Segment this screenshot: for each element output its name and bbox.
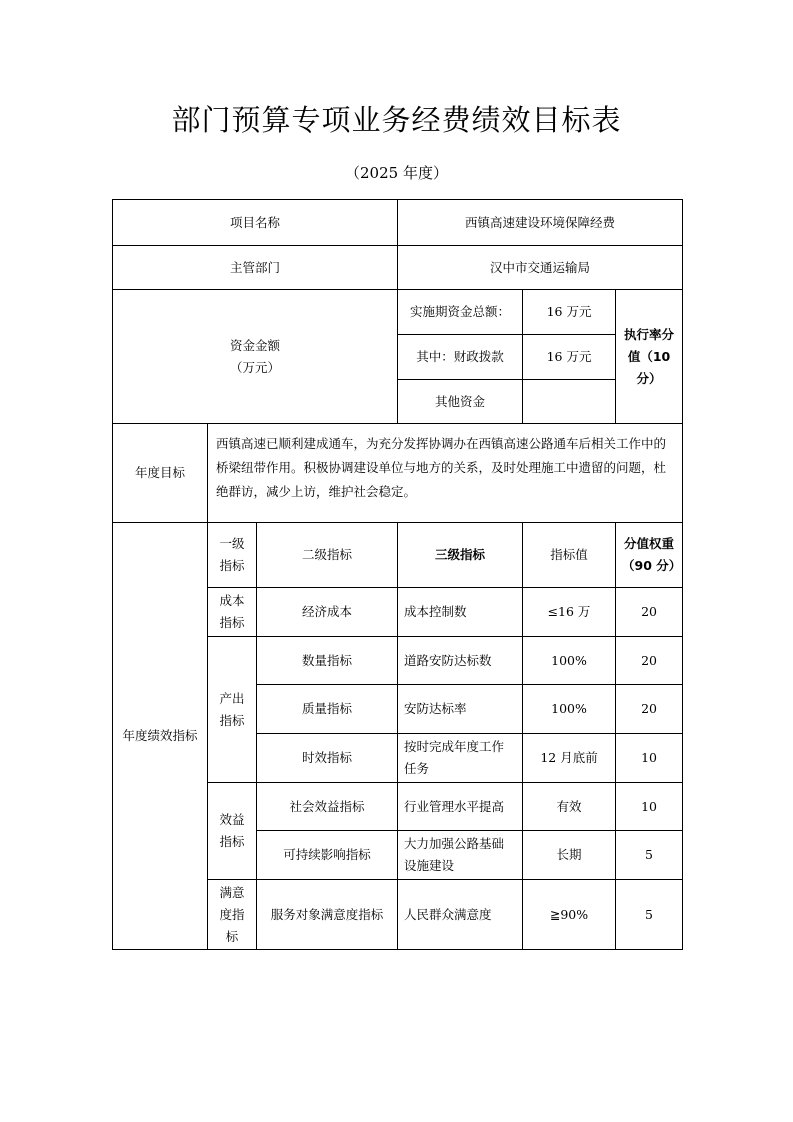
level3-cell: 成本控制数 <box>398 588 523 637</box>
funds-other-value <box>523 380 616 424</box>
goal-row <box>113 424 683 523</box>
level3-cell: 按时完成年度工作任务 <box>398 734 523 783</box>
indicator-header-row <box>113 523 683 588</box>
level2-cell: 数量指标 <box>257 637 398 685</box>
value-cell: ≧90% <box>523 880 616 950</box>
funds-total-value: 16 万元 <box>523 290 616 335</box>
value-cell: 100% <box>523 685 616 734</box>
weight-cell: 20 <box>616 637 683 685</box>
header-level1: 一级指标 <box>208 523 257 588</box>
value-cell: 有效 <box>523 783 616 831</box>
level2-cell: 质量指标 <box>257 685 398 734</box>
funds-fiscal-label: 其中：财政拨款 <box>398 335 523 380</box>
level1-benefit: 效益指标 <box>208 783 257 880</box>
value-cell: ≤16 万 <box>523 588 616 637</box>
funds-label-cell <box>113 290 398 424</box>
indicators-label: 年度绩效指标 <box>113 523 208 950</box>
level1-cost: 成本指标 <box>208 588 257 637</box>
header-level2: 二级指标 <box>257 523 398 588</box>
funds-total-label: 实施期资金总额： <box>398 290 523 335</box>
weight-cell: 20 <box>616 685 683 734</box>
header-weight: 分值权重（90 分） <box>616 523 683 588</box>
funds-unit: （万元） <box>230 359 281 375</box>
level3-cell: 道路安防达标数 <box>398 637 523 685</box>
funds-score-label: 执行率分值（10分） <box>616 290 683 424</box>
funds-fiscal-value: 16 万元 <box>523 335 616 380</box>
weight-cell: 10 <box>616 783 683 831</box>
weight-cell: 10 <box>616 734 683 783</box>
level3-cell: 行业管理水平提高 <box>398 783 523 831</box>
page-title: 部门预算专项业务经费绩效目标表 <box>171 103 622 137</box>
funds-other-label: 其他资金 <box>398 380 523 424</box>
level2-cell: 经济成本 <box>257 588 398 637</box>
project-name-value: 西镇高速建设环境保障经费 <box>398 200 683 246</box>
level2-cell: 时效指标 <box>257 734 398 783</box>
project-row <box>113 200 683 246</box>
goal-label: 年度目标 <box>113 424 208 523</box>
value-cell: 100% <box>523 637 616 685</box>
dept-row <box>113 246 683 290</box>
header-level3: 三级指标 <box>398 523 523 588</box>
funds-label: 资金金额 <box>230 337 281 353</box>
level3-cell: 安防达标率 <box>398 685 523 734</box>
value-cell: 长期 <box>523 831 616 880</box>
weight-cell: 20 <box>616 588 683 637</box>
level2-cell: 社会效益指标 <box>257 783 398 831</box>
dept-label: 主管部门 <box>113 246 398 290</box>
weight-cell: 5 <box>616 831 683 880</box>
level1-output: 产出指标 <box>208 637 257 783</box>
funds-total-row <box>113 290 683 335</box>
weight-cell: 5 <box>616 880 683 950</box>
fiscal-year: （2025 年度） <box>345 164 448 182</box>
project-name-label: 项目名称 <box>113 200 398 246</box>
level1-satisfaction: 满意度指标 <box>208 880 257 950</box>
performance-table <box>112 199 683 950</box>
level2-cell: 服务对象满意度指标 <box>257 880 398 950</box>
level3-cell: 大力加强公路基础设施建设 <box>398 831 523 880</box>
dept-value: 汉中市交通运输局 <box>398 246 683 290</box>
goal-text: 西镇高速已顺利建成通车，为充分发挥协调办在西镇高速公路通车后相关工作中的桥梁纽带作用。积极协调建设单位与地方的关系，及时处理施工中遗留的问题，杜绝群访，减少上访，维护社会稳定。 <box>208 424 683 523</box>
header-value: 指标值 <box>523 523 616 588</box>
value-cell: 12 月底前 <box>523 734 616 783</box>
level3-cell: 人民群众满意度 <box>398 880 523 950</box>
level2-cell: 可持续影响指标 <box>257 831 398 880</box>
